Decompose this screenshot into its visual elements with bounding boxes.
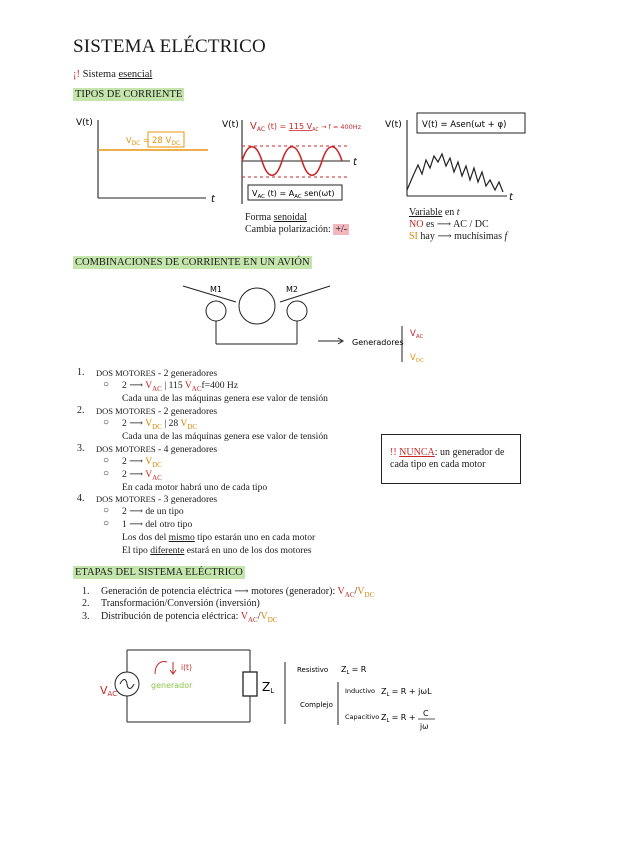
capacitivo-eq: $Z_L = R$ + bbox=[381, 713, 416, 724]
generador-label: generador bbox=[151, 681, 193, 690]
load-impedance bbox=[243, 672, 257, 696]
section-etapas: ETAPAS DEL SISTEMA ELÉCTRICO bbox=[75, 567, 243, 578]
ac-x-label: t bbox=[353, 157, 357, 168]
dc-level-label: $V_{DC}$ = bbox=[126, 136, 150, 147]
var-caption: Variable en t NO es ⟶ AC / DC SI hay ⟶ muchísimas f bbox=[409, 207, 508, 242]
bullet-icon: ○ bbox=[103, 455, 110, 466]
bullet-icon: ○ bbox=[103, 379, 110, 390]
etapa-item: Transformación/Conversión (inversión) bbox=[101, 598, 260, 609]
z-label: ZL bbox=[262, 680, 275, 695]
sub-item: 2 ⟶ $V_{AC}$ | 115 $V_{AC}f=400$ Hz bbox=[122, 380, 239, 393]
ac-formula: $V_{AC}$ $(t) = A_{AC}$ sen(ωt) bbox=[252, 189, 335, 200]
etapa-item: Distribución de potencia eléctrica: $V_{AC}/V_{DC}$ bbox=[101, 611, 278, 624]
cap-numerator: C bbox=[423, 709, 429, 718]
capacitivo-label: Capacitivo bbox=[345, 713, 380, 721]
bullet-icon: ○ bbox=[103, 505, 110, 516]
ac-top-label: $V_{AC}$ $^{(t) =}$ 115 $V_{AC}$ $^{\to f = 400Hz}$ bbox=[250, 121, 362, 133]
cap-denominator: jω bbox=[420, 722, 429, 731]
list-number: 3. bbox=[77, 443, 85, 454]
dc-value: 28 $V_{DC}$ bbox=[152, 136, 181, 147]
sub-item: 2 ⟶ de un tipo bbox=[122, 506, 184, 517]
list-item: DOS MOTORES - 2 generadores bbox=[96, 368, 218, 379]
dc-y-label: V(t) bbox=[76, 118, 93, 128]
sub-item: 2 ⟶ $V_{AC}$ bbox=[122, 469, 162, 482]
var-formula: V(t) = Asen(ωt + φ) bbox=[422, 120, 507, 130]
sub-note: Cada una de las máquinas genera ese valor de tensión bbox=[122, 431, 328, 442]
inductivo-label: Inductivo bbox=[345, 687, 376, 695]
current-label: i(t) bbox=[181, 663, 192, 672]
list-item: DOS MOTORES - 3 generadores bbox=[96, 494, 218, 505]
ac-graph bbox=[222, 112, 382, 212]
list-number: 2. bbox=[77, 405, 85, 416]
sine-symbol bbox=[120, 680, 134, 689]
intro-text: Sistema bbox=[82, 69, 119, 80]
motor-m1-label: M1 bbox=[210, 285, 222, 294]
generadores-label: Generadores bbox=[352, 338, 404, 347]
list-number: 4. bbox=[77, 493, 85, 504]
sub-item: 2 ⟶ $V_{DC}$ bbox=[122, 456, 162, 469]
list-number: 1. bbox=[77, 367, 85, 378]
gen-vdc: $V_{DC}$ bbox=[410, 353, 424, 364]
list-item: DOS MOTORES - 4 generadores bbox=[96, 444, 218, 455]
fuselage bbox=[239, 288, 275, 324]
exclamation-mark: ¡! bbox=[73, 69, 80, 80]
inductivo-eq: $Z_L = R + j\omega L$ bbox=[381, 687, 432, 698]
motor-m1 bbox=[206, 301, 226, 321]
motor-m2-label: M2 bbox=[286, 285, 298, 294]
var-signal bbox=[407, 154, 503, 192]
section-combinaciones: COMBINACIONES DE CORRIENTE EN UN AVIÓN bbox=[75, 257, 310, 268]
ac-y-label: V(t) bbox=[222, 120, 239, 130]
sub-item: 2 ⟶ $V_{DC}$ | 28 $V_{DC}$ bbox=[122, 418, 198, 431]
var-y-label: V(t) bbox=[385, 120, 402, 130]
ac-caption: Forma senoidal Cambia polarización: +/- bbox=[245, 212, 348, 235]
circuit-diagram bbox=[95, 640, 455, 740]
complejo-label: Complejo bbox=[300, 701, 333, 709]
resistivo-label: Resistivo bbox=[297, 666, 329, 674]
dc-graph bbox=[76, 112, 226, 207]
var-x-label: t bbox=[509, 192, 513, 203]
sub-item: 1 ⟶ del otro tipo bbox=[122, 519, 193, 530]
motor-m2 bbox=[287, 301, 307, 321]
bullet-icon: ○ bbox=[103, 518, 110, 529]
resistivo-eq: $Z_L = R$ bbox=[341, 665, 367, 676]
sub-note: Los dos del mismo tipo estarán uno en cada motor bbox=[122, 532, 316, 543]
sub-note: El tipo diferente estará en uno de los dos motores bbox=[122, 545, 312, 556]
circuit-vac: VAC bbox=[100, 684, 118, 698]
sub-note: Cada una de las máquinas genera ese valor de tensión bbox=[122, 393, 328, 404]
bullet-icon: ○ bbox=[103, 417, 110, 428]
dc-x-label: t bbox=[211, 194, 215, 205]
list-number: 2. bbox=[82, 598, 90, 609]
sub-note: En cada motor habrá uno de cada tipo bbox=[122, 482, 268, 493]
nunca-callout: !! NUNCA: un generador de cada tipo en cada motor bbox=[381, 434, 521, 484]
engine-diagram bbox=[180, 280, 450, 370]
intro-line bbox=[73, 69, 152, 80]
intro-underlined: esencial bbox=[118, 69, 153, 80]
polarity-tag: +/- bbox=[335, 224, 348, 235]
list-number: 1. bbox=[82, 586, 90, 597]
etapa-item: Generación de potencia eléctrica ⟶ motores (generador): $V_{AC}/V_{DC}$ bbox=[101, 586, 375, 599]
page-title: SISTEMA ELÉCTRICO bbox=[73, 36, 266, 57]
list-item: DOS MOTORES - 2 generadores bbox=[96, 406, 218, 417]
list-number: 3. bbox=[82, 611, 90, 622]
variable-graph bbox=[385, 110, 535, 206]
bullet-icon: ○ bbox=[103, 468, 110, 479]
section-tipos: TIPOS DE CORRIENTE bbox=[75, 89, 183, 100]
current-arrow bbox=[155, 662, 167, 675]
gen-vac: $V_{AC}$ bbox=[410, 329, 424, 340]
